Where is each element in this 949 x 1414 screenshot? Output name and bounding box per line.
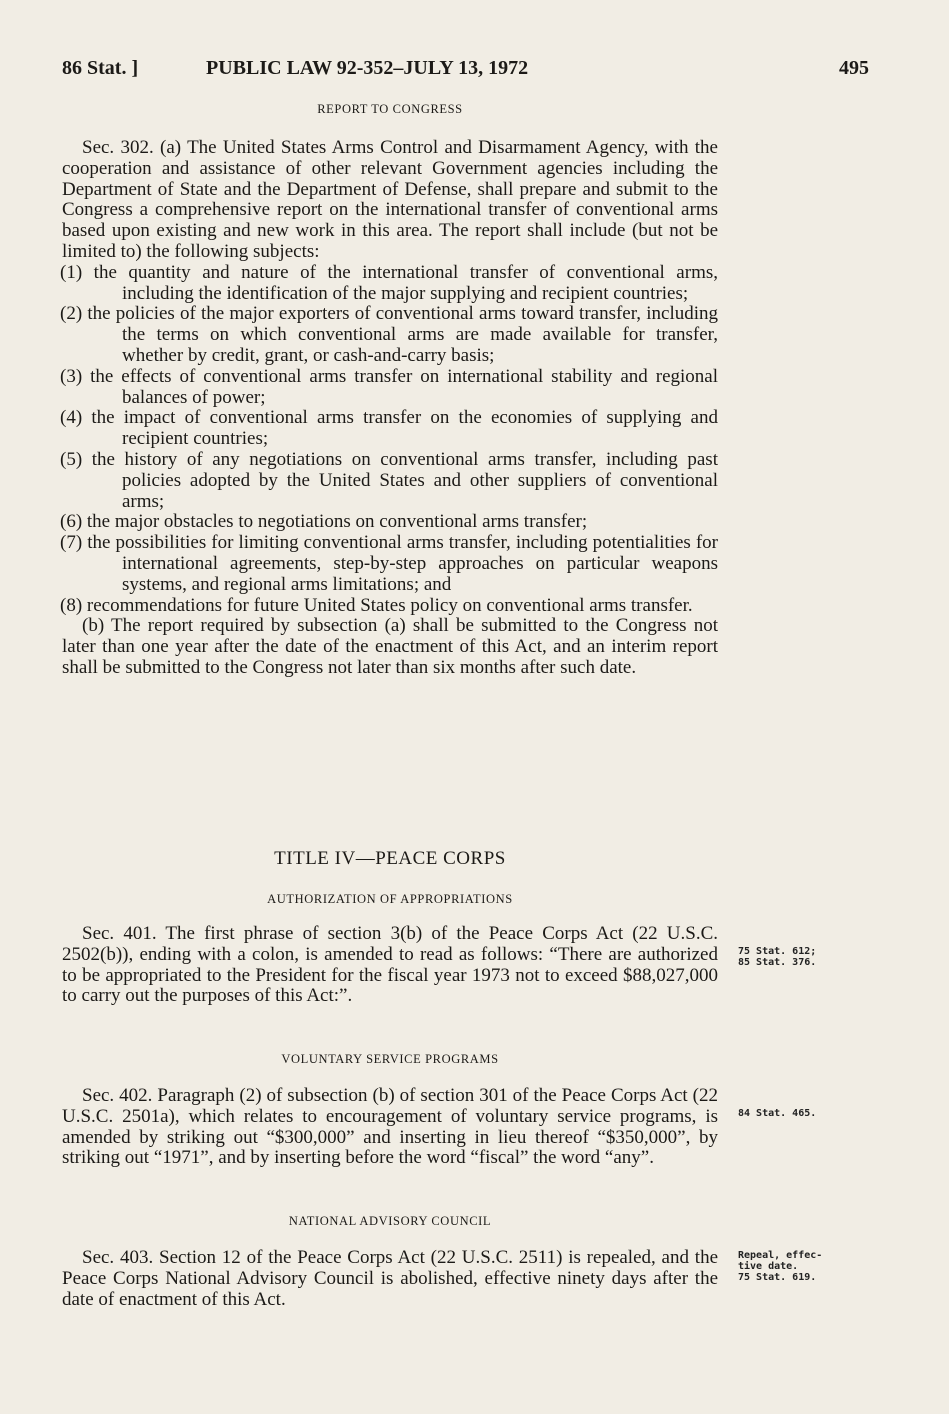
section-302-lead: Sec. 302. (a) The United States Arms Control and Disarmament Agency, with the cooperation and assistance of other relevant Government agencies including the Department of State and the Department of Defense, shall prepare and submit to the Congress a comprehensive report on the international transfer of conventional arms based upon existing and new work in this area. The report shall include (but not be limited to) the following subjects: (62, 137, 718, 262)
section-403 (62, 1248, 718, 1310)
list-item: (3) the effects of conventional arms transfer on international stability and regional balances of power; (60, 365, 718, 408)
list-item: (6) the major obstacles to negotiations on conventional arms transfer; (60, 511, 588, 533)
section-heading-national-advisory: NATIONAL ADVISORY COUNCIL (288, 1214, 492, 1228)
page-header (62, 57, 869, 83)
title-iv-heading: TITLE IV—PEACE CORPS (274, 848, 506, 869)
margin-note-401: 75 Stat. 612; 85 Stat. 376. (738, 946, 817, 968)
section-heading-authorization: AUTHORIZATION OF APPROPRIATIONS (267, 892, 513, 906)
section-403-text: Sec. 403. Section 12 of the Peace Corps Act (22 U.S.C. 2511) is repealed, and the Peace Corps National Advisory Council is abolished, effective ninety days after the date of enactment of this Act. (62, 1247, 718, 1310)
list-item: (5) the history of any negotiations on conventional arms transfer, including past policies adopted by the United States and other suppliers of conventional arms; (60, 448, 718, 512)
list-item: (4) the impact of conventional arms transfer on the economies of supplying and recipient countries; (60, 407, 718, 450)
section-302 (62, 138, 718, 679)
page-number: 495 (839, 57, 869, 79)
section-402-text: Sec. 402. Paragraph (2) of subsection (b) of section 301 of the Peace Corps Act (22 U.S.C. 2501a), which relates to encouragement of voluntary service programs, is amended by striking out “$300,000” and inserting in lieu thereof “$350,000”, by striking out “1971”, and by inserting before the word “fiscal” the word “any”. (62, 1085, 718, 1169)
section-302-b: (b) The report required by subsection (a) shall be submitted to the Congress not later than one year after the date of the enactment of this Act, and an interim report shall be submitted to the Congress not later than six months after such date. (62, 615, 718, 678)
section-401 (62, 924, 718, 1007)
running-title: PUBLIC LAW 92-352–JULY 13, 1972 (206, 57, 529, 79)
list-item: (2) the policies of the major exporters of conventional arms toward transfer, including the terms on which conventional arms are made available for transfer, whether by credit, grant, or cash-and-carry basis; (60, 303, 718, 366)
stat-volume: 86 Stat. ] (62, 57, 139, 79)
section-401-text: Sec. 401. The first phrase of section 3(b) of the Peace Corps Act (22 U.S.C. 2502(b)), ending with a colon, is amended to read as follows: “There are authorized to be appropriated to the President for the fiscal year 1973 not to exceed $88,027,000 to carry out the purposes of this Act:”. (62, 923, 718, 1007)
section-heading-voluntary-service: VOLUNTARY SERVICE PROGRAMS (281, 1052, 499, 1066)
list-item: (1) the quantity and nature of the international transfer of conventional arms, including the identification of the major supplying and recipient countries; (60, 261, 718, 304)
margin-note-402: 84 Stat. 465. (738, 1108, 817, 1119)
section-heading-report-to-congress: REPORT TO CONGRESS (317, 102, 463, 116)
list-item: (8) recommendations for future United States policy on conventional arms transfer. (60, 594, 693, 616)
margin-note-403: Repeal, effec- tive date. 75 Stat. 619. (738, 1250, 823, 1283)
section-402 (62, 1086, 718, 1169)
list-item: (7) the possibilities for limiting conventional arms transfer, including potentialities for international agreements, step-by-step approaches on particular weapons systems, and regional arms limitations; and (60, 532, 718, 595)
